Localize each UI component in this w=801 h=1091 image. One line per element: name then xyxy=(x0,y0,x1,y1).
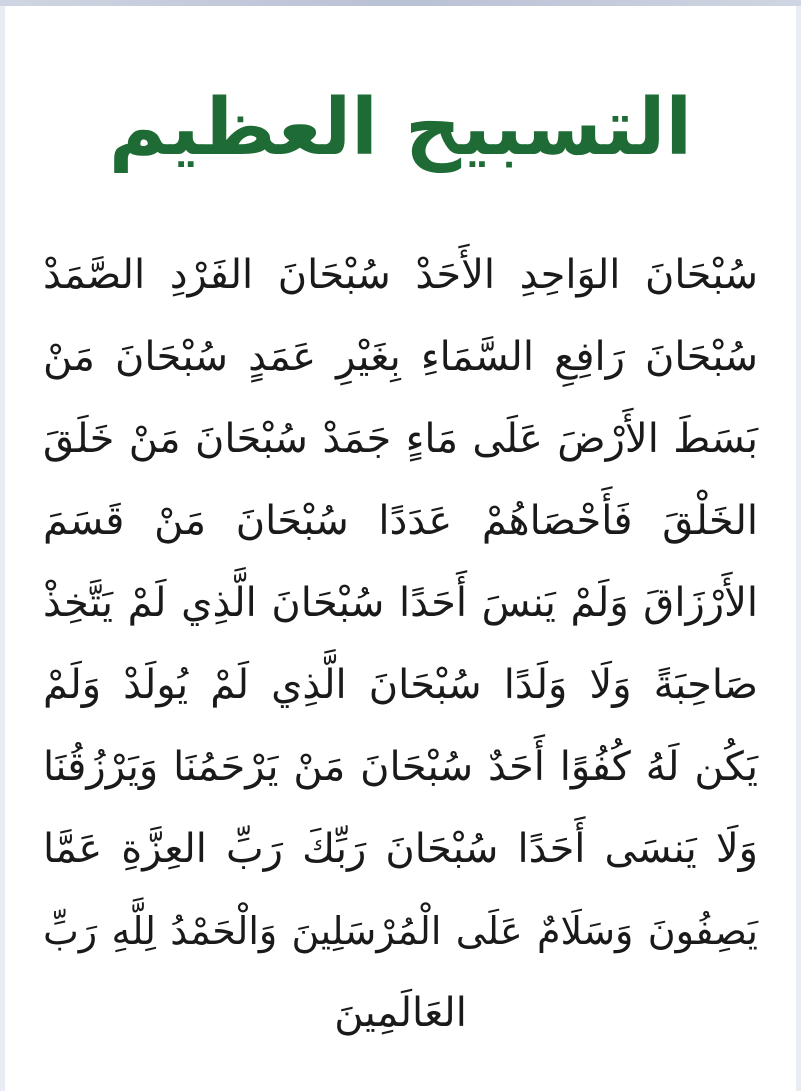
document-page xyxy=(5,6,796,1091)
body-text xyxy=(43,234,758,1054)
document-title: التسبيح العظيم xyxy=(108,83,693,173)
text-line: صَاحِبَةً وَلَا وَلَدًا سُبْحَانَ الَّذِي لَمْ يُولَدْ وَلَمْ xyxy=(43,662,758,708)
text-line: سُبْحَانَ الوَاحِدِ الأَحَدْ سُبْحَانَ الفَرْدِ الصَّمَدْ xyxy=(43,252,758,298)
text-line: وَلَا يَنسَى أَحَدًا سُبْحَانَ رَبِّكَ رَبِّ العِزَّةِ عَمَّا xyxy=(43,826,758,872)
text-line: الأَرْزَاقَ وَلَمْ يَنسَ أَحَدًا سُبْحَانَ الَّذِي لَمْ يَتَّخِذْ xyxy=(43,580,758,626)
text-line: يَصِفُونَ وَسَلَامٌ عَلَى الْمُرْسَلِينَ وَالْحَمْدُ لِلَّهِ رَبِّ xyxy=(43,909,758,953)
text-line: سُبْحَانَ رَافِعِ السَّمَاءِ بِغَيْرِ عَمَدٍ سُبْحَانَ مَنْ xyxy=(43,334,758,380)
text-line: بَسَطَ الأَرْضَ عَلَى مَاءٍ جَمَدْ سُبْحَانَ مَنْ خَلَقَ xyxy=(43,416,758,462)
right-border xyxy=(796,6,801,1091)
text-line: العَالَمِينَ xyxy=(334,990,467,1036)
text-line: الخَلْقَ فَأَحْصَاهُمْ عَدَدًا سُبْحَانَ مَنْ قَسَمَ xyxy=(43,498,758,544)
text-line: يَكُن لَهُ كُفُوًا أَحَدٌ سُبْحَانَ مَنْ يَرْحَمُنَا وَيَرْزُقُنَا xyxy=(43,744,758,790)
